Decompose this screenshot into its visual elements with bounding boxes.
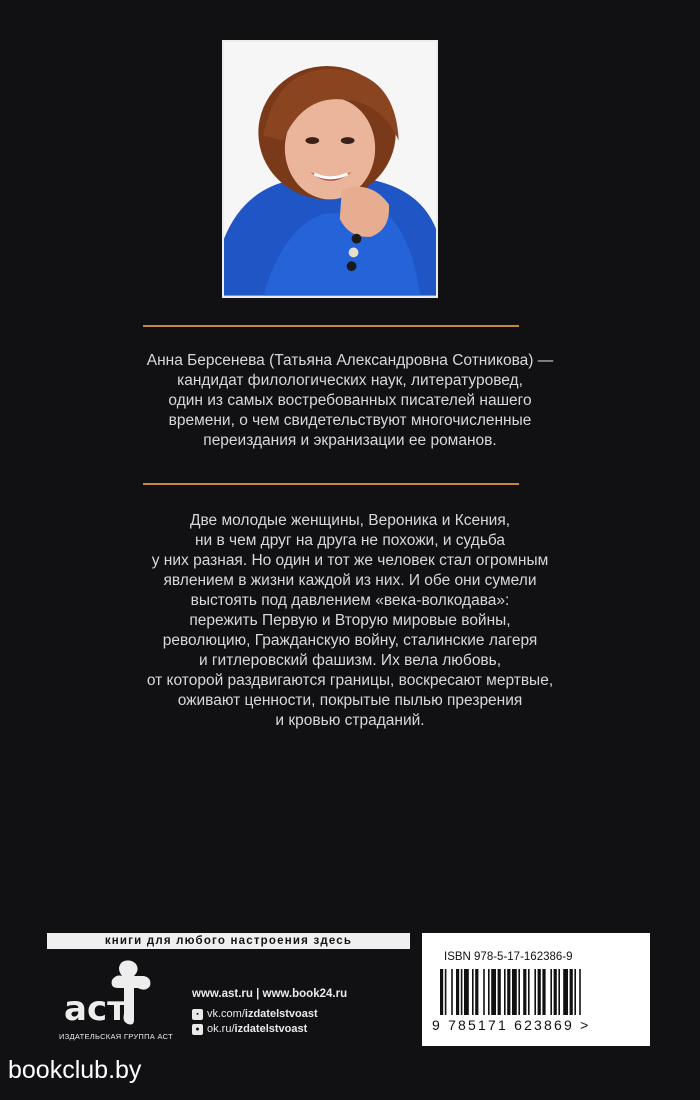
barcode-digits: 9 785171 623869 > [432, 1017, 591, 1033]
barcode [432, 969, 640, 1017]
bio-line: переиздания и экранизации ее романов. [203, 432, 497, 449]
website-links[interactable]: www.ast.ru | www.book24.ru [192, 988, 348, 1000]
blurb-line: ни в чем друг на друга не похожи, и судьба [194, 532, 506, 549]
bio-line: Анна Берсенева (Татьяна Александровна Сотникова) — [146, 352, 554, 369]
vk-handle: izdatelstvoast [244, 1008, 318, 1020]
bio-line: один из самых востребованных писателей нашего [168, 392, 532, 409]
watermark: bookclub.by [8, 1056, 142, 1084]
isbn-number: ISBN 978-5-17-162386-9 [444, 951, 573, 963]
bio-line: времени, о чем свидетельствуют многочисленные [168, 412, 532, 429]
logo-text: аст [64, 989, 127, 1029]
blurb-line: и гитлеровский фашизм. Их вела любовь, [198, 652, 502, 669]
vk-icon: ▪ [192, 1009, 203, 1020]
publisher-links [192, 988, 347, 1035]
blurb-line: явлением в жизни каждой из них. И обе они сумели [163, 572, 537, 589]
bio-line: кандидат филологических наук, литературовед, [177, 372, 523, 389]
publisher-caption: ИЗДАТЕЛЬСКАЯ ГРУППА АСТ [59, 1032, 173, 1041]
blurb-line: оживают ценности, покрытые пылью презрения [177, 692, 523, 709]
blurb-line: Две молодые женщины, Вероника и Ксения, [189, 512, 511, 529]
divider-middle [143, 483, 519, 485]
publisher-tagline: книги для любого настроения здесь [47, 933, 410, 949]
vk-link[interactable] [192, 1008, 347, 1020]
ok-handle: izdatelstvoast [234, 1023, 308, 1035]
book-blurb [110, 511, 590, 731]
author-photo [222, 40, 438, 298]
blurb-line: пережить Первую и Вторую мировые войны, [189, 612, 511, 629]
blurb-line: революцию, Гражданскую войну, сталинские лагеря [162, 632, 538, 649]
blurb-line: от которой раздвигаются границы, воскресают мертвые, [146, 672, 554, 689]
vk-prefix: vk.com/ [207, 1008, 245, 1020]
ok-prefix: ok.ru/ [207, 1023, 235, 1035]
ok-link[interactable] [192, 1023, 347, 1035]
ast-logo [60, 958, 170, 1038]
blurb-line: выстоять под давлением «века-волкодава»: [190, 592, 510, 609]
author-bio [110, 351, 590, 451]
blurb-line: и кровью страданий. [275, 712, 425, 729]
isbn-barcode-box [422, 933, 650, 1046]
divider-top [143, 325, 519, 327]
ok-icon: ● [192, 1024, 203, 1035]
blurb-line: у них разная. Но один и тот же человек стал огромным [151, 552, 549, 569]
